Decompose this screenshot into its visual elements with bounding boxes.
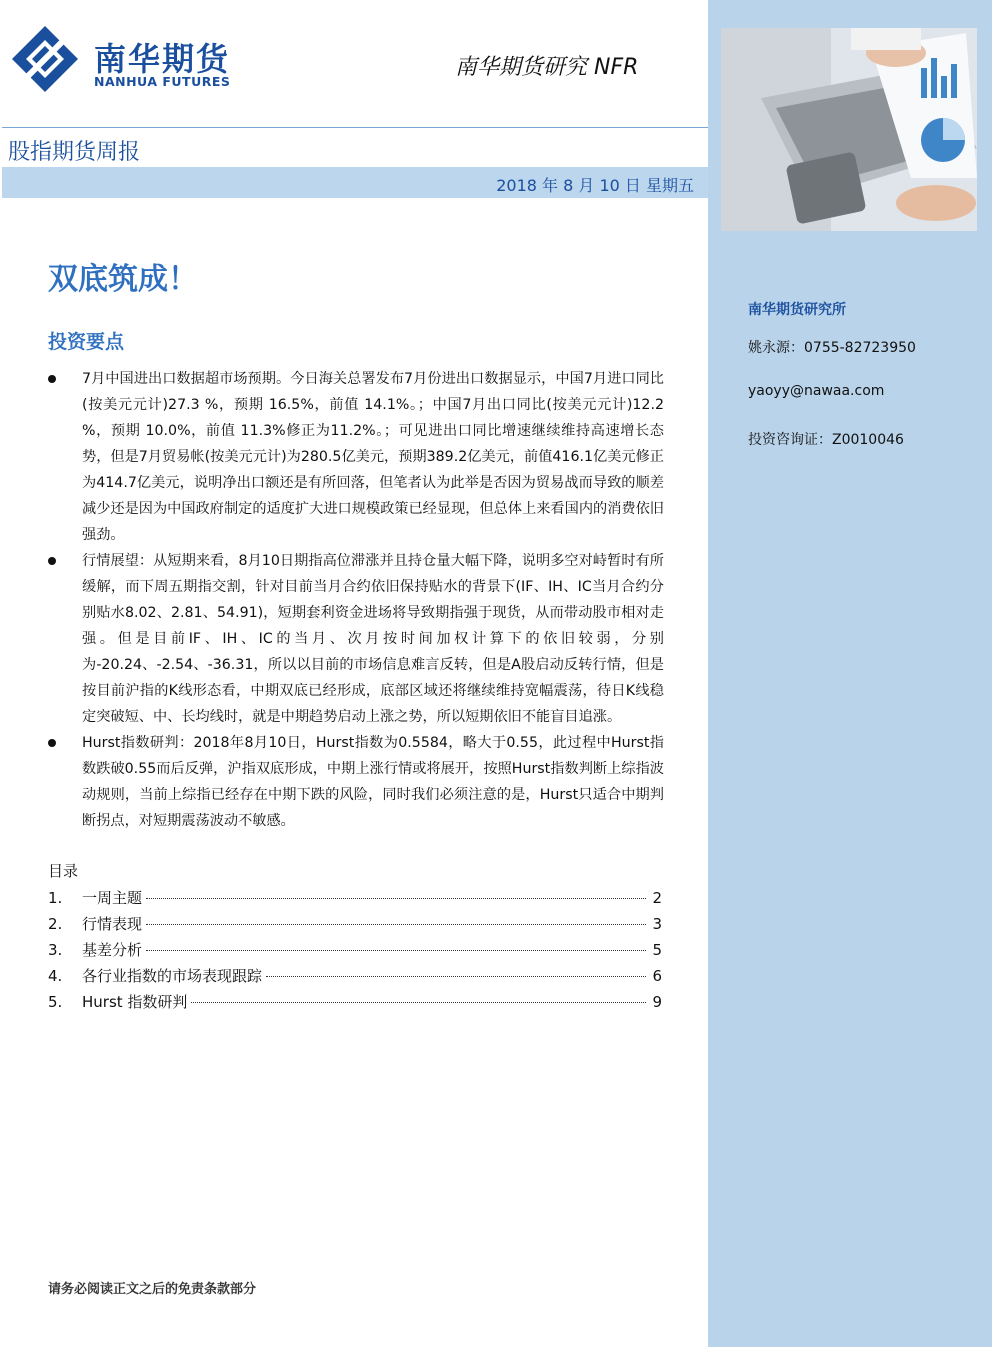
bullet-icon [48,375,56,383]
table-of-contents [48,887,662,1017]
toc-number: 2. [48,915,63,933]
bullet-icon [48,557,56,565]
toc-number: 1. [48,889,63,907]
toc-number: 4. [48,967,63,985]
toc-entry[interactable] [48,991,662,1017]
laptop-chart-illustration [721,28,977,231]
key-point-item [44,730,664,834]
logo-text-en: NANHUA FUTURES [94,74,231,89]
key-point-text: 行情展望：从短期来看，8月10日期指高位滞涨并且持仓量大幅下降，说明多空对峙暂时有所缓解，而下周五期指交割，针对目前当月合约依旧保持贴水的背景下(IF、IH、IC当月合约分别贴水8.02、2.81、54.91)，短期套利资金进场将导致期指强于现货，从而带动股市相对走强。但是目前IF、IH、IC的当月、次月按时间加权计算下的依旧较弱，分别为-20.24、-2.54、-36.31，所以以目前的市场信息难言反转，但是A股启动反转行情，但是按目前沪指的K线形态看，中期双底已经形成，底部区域还将继续维持宽幅震荡，待日K线稳定突破短、中、长均线时，就是中期趋势启动上涨之势，所以短期依旧不能盲目追涨。 [82,553,664,725]
key-point-text: 7月中国进出口数据超市场预期。今日海关总署发布7月份进出口数据显示，中国7月进口同比(按美元元计)27.3 %，预期 16.5%，前值 14.1%。；中国7月出口同比(按美元元计)12.2 %，预期 10.0%，前值 11.3%修正为11.2%。；可见进出口同比增速继续维持高速增长态势，但是7月贸易帐(按美元元计)为280.5亿美元，预期389.2亿美元，前值416.1亿美元修正为414.7亿美元，说明净出口额还是有所回落，但笔者认为此举是否因为贸易战而导致的顺差减少还是因为中国政府制定的适度扩大进口规模政策已经显现，但总体上来看国内的消费依旧强劲。 [82,371,664,543]
toc-page: 5 [652,941,662,959]
nanhua-logo-icon [12,26,78,92]
disclaimer-note: 请务必阅读正文之后的免责条款部分 [48,1282,257,1297]
key-point-item [44,548,664,730]
key-point-text: Hurst指数研判：2018年8月10日，Hurst指数为0.5584，略大于0.55，此过程中Hurst指数跌破0.55而后反弹，沪指双底形成，中期上涨行情或将展开，按照Hurst指数判断上综指波动规则，当前上综指已经存在中期下跌的风险，同时我们必须注意的是，Hurst只适合中期判断拐点，对短期震荡波动不敏感。 [82,735,664,829]
toc-label: Hurst 指数研判 [82,993,188,1011]
sidebar-license: 投资咨询证：Z0010046 [748,432,904,448]
header-divider [2,127,708,128]
toc-number: 5. [48,993,63,1011]
toc-number: 3. [48,941,63,959]
sidebar-analyst: 姚永源：0755-82723950 [748,340,916,356]
sidebar-org: 南华期货研究所 [748,302,846,318]
toc-label: 基差分析 [82,941,143,959]
toc-label: 行情表现 [82,915,143,933]
report-type: 股指期货周报 [8,140,141,165]
sidebar-email[interactable]: yaoyy@nawaa.com [748,383,885,399]
logo-text-cn: 南华期货 [94,40,231,78]
nanhua-logo [12,26,252,92]
toc-leader [266,976,646,977]
toc-leader [191,1002,646,1003]
toc-leader [146,950,646,951]
toc-label: 一周主题 [82,889,143,907]
report-title: 双底筑成！ [48,262,198,297]
bullet-icon [48,739,56,747]
header-photo [721,28,977,231]
section-heading: 投资要点 [48,331,125,353]
toc-page: 2 [652,889,662,907]
toc-page: 3 [652,915,662,933]
toc-leader [146,898,646,899]
toc-entry[interactable] [48,887,662,913]
toc-page: 6 [652,967,662,985]
report-date: 2018 年 8 月 10 日 星期五 [496,176,694,195]
toc-entry[interactable] [48,939,662,965]
toc-heading: 目录 [48,862,79,880]
toc-leader [146,924,646,925]
toc-entry[interactable] [48,913,662,939]
toc-entry[interactable] [48,965,662,991]
toc-page: 9 [652,993,662,1011]
brand-title: 南华期货研究 NFR [455,55,639,80]
key-points-list [44,366,664,834]
key-point-item [44,366,664,548]
toc-label: 各行业指数的市场表现跟踪 [82,967,263,985]
